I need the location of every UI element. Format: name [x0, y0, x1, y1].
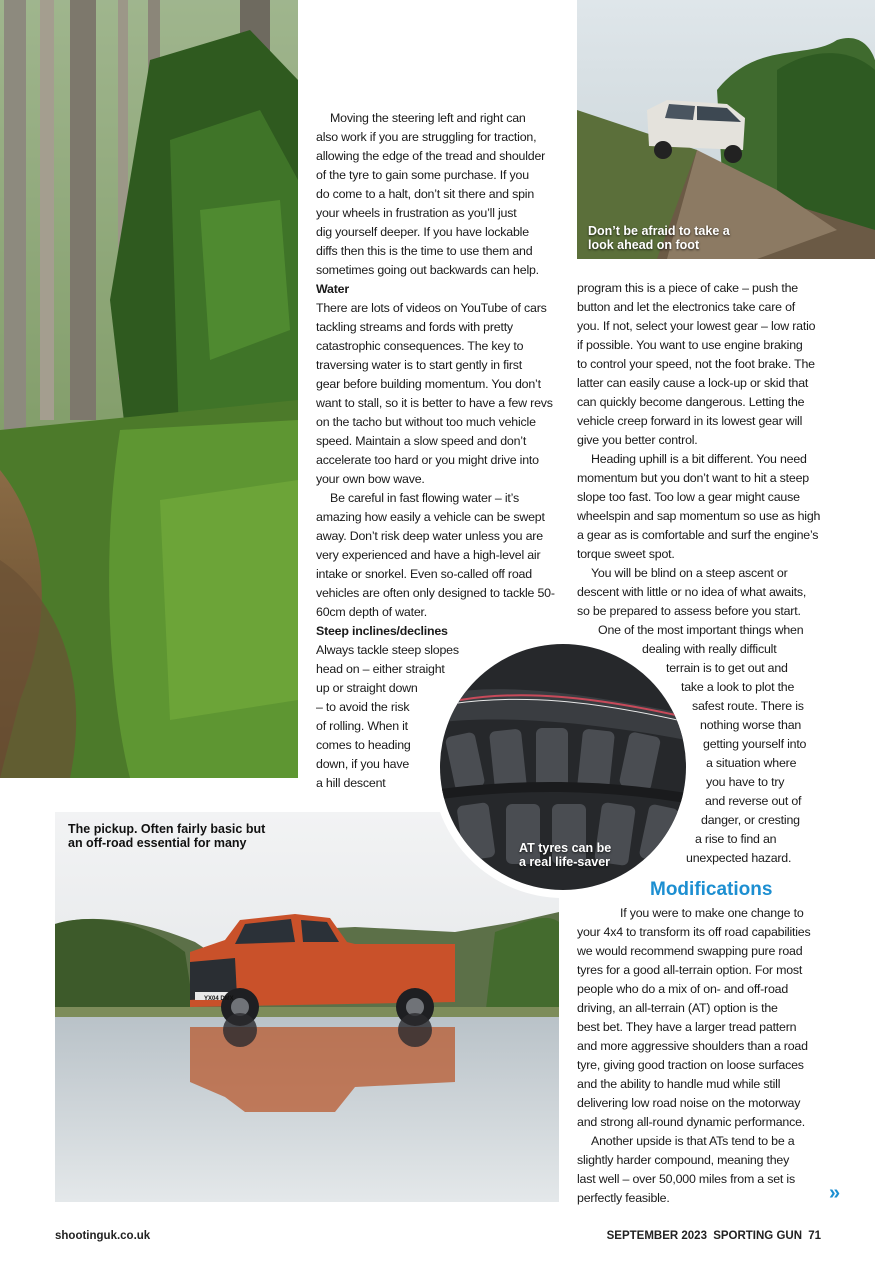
footer-folio — [607, 1230, 821, 1242]
para-water: There are lots of videos on YouTube of cars tackling streams and fords with pretty catastrophic consequences. The key to traversing water is to start gently in first gear before building momentum. You don’t want to stall, so it is better to have a few revs on the tacho but without too much vehicle speed. Maintain a slow speed and don’t accelerate too hard or you might drive into your own bow wave. — [316, 301, 553, 486]
para-plot-route: One of the most important things when dealing with really difficult terrain is to get out and take a look to plot the safest route. There is nothing worse than getting yourself into a situation where you have to try and reverse out of danger, or cresting a rise to find an unexpected hazard. — [598, 623, 807, 865]
hill-caption: Don’t be afraid to take a look ahead on foot — [588, 224, 730, 252]
column-two — [577, 279, 837, 621]
continue-arrow-icon: » — [829, 1182, 841, 1204]
heading-water: Water — [316, 282, 349, 296]
para-blind-ascent: You will be blind on a steep ascent or descent with little or no idea of what awaits, so be prepared to assess before you start. — [577, 566, 807, 618]
para-modifications: If you were to make one change to your 4x4 to transform its off road capabilities we would recommend swapping pure road tyres for a good all-terrain option. For most people who do a mix of on- and off-road driving, an all-terrain (AT) option is the best bet. They have a larger tread pattern and more aggressive shoulders than a road tyre, giving good traction on loose surfaces and the ability to handle mud while still delivering low road noise on the motorway and strong all-round dynamic performance. Another upside is that ATs tend to be a slightly harder compound, meaning they last well – over 50,000 miles from a set is perfectly feasible. — [577, 906, 811, 1205]
heading-modifications: Modifications — [650, 879, 773, 900]
footer-magazine: SPORTING GUN — [713, 1230, 802, 1242]
footer-site: shootinguk.co.uk — [55, 1230, 151, 1242]
footer-date: SEPTEMBER 2023 — [606, 1230, 707, 1242]
para-flowing-water: Be careful in fast flowing water – it’s amazing how easily a vehicle can be swept away. Don’t risk deep water unless you are very experienced and have a high-level air intake or snorkel. Even so-called off road vehicles are often only designed to tackle 50- 60cm depth of water. — [316, 491, 555, 619]
heading-steep: Steep inclines/declines — [316, 624, 448, 638]
para-traction: Moving the steering left and right can also work if you are struggling for traction, allowing the edge of the tread and shoulder of the tyre to gain some purchase. If you do come to a halt, don’t sit there and spin your wheels in frustration as you’ll just dig yourself deeper. If you have lockable diffs then this is the time to use them and sometimes going out backwards can help. — [316, 111, 546, 277]
para-hill-descent: program this is a piece of cake – push the button and let the electronics take care of you. If not, select your lowest gear – low ratio if possible. You want to use engine braking to control your speed, not the foot brake. The latter can easily cause a lock-up or skid that can quickly become dangerous. Letting the vehicle creep forward in its lowest gear will give you better control. — [577, 281, 816, 447]
tyre-photo — [432, 636, 694, 898]
forest-photo — [0, 0, 298, 778]
footer-page-number: 71 — [808, 1230, 821, 1242]
pickup-caption: The pickup. Often fairly basic but an off-road essential for many — [68, 822, 266, 850]
plate-text: YX04 DMX — [204, 996, 234, 1002]
hill-photo — [577, 0, 875, 259]
para-steep: Always tackle steep slopes head on – either straight up or straight down – to avoid the risk of rolling. When it comes to heading down, if you have a hill descent — [316, 643, 459, 790]
tyre-caption: AT tyres can be a real life-saver — [519, 841, 612, 869]
para-uphill: Heading uphill is a bit different. You need momentum but you don’t want to hit a steep slope too fast. Too low a gear might cause wheelspin and sap momentum so use as high a gear as is comfortable and surf the engine’s torque sweet spot. — [577, 452, 821, 561]
